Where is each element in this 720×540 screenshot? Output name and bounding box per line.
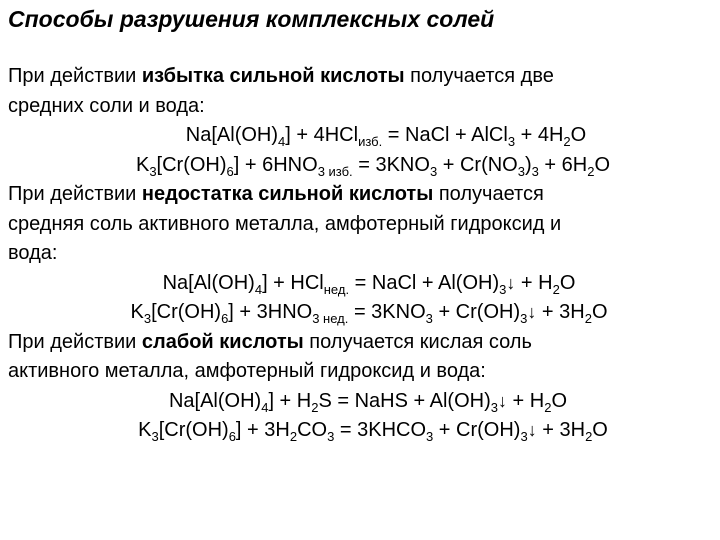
eq4-part: [Cr(OH) (151, 301, 222, 323)
eq3-part: ] + HCl (262, 271, 324, 294)
eq6-subscript: 3 (520, 429, 528, 444)
eq2-subscript: 3 (531, 163, 539, 179)
eq2-part: ] + 6HNO (233, 153, 318, 176)
equation-3 (8, 269, 708, 299)
paragraph-2-line-3: вода: (8, 242, 58, 264)
eq6-subscript: 3 (327, 429, 335, 444)
eq2-part: O (594, 153, 611, 176)
eq4-part: + 3H (536, 301, 585, 323)
precipitate-arrow-icon: ↓ (527, 420, 537, 440)
paragraph-1-line-2: средних соли и вода: (8, 94, 205, 117)
eq3-subscript: 3 (499, 281, 507, 297)
eq5-subscript: 2 (544, 399, 552, 415)
eq2-part: + 6H (538, 153, 588, 176)
eq4-part: = 3KNO (348, 301, 426, 323)
eq2-subscript: 6 (226, 163, 234, 179)
eq1-subscript: изб. (358, 134, 383, 149)
eq3-subscript: 2 (552, 281, 560, 297)
eq6-part: + 3H (536, 419, 586, 441)
eq1-subscript: 3 (507, 134, 516, 149)
paragraph-3-post: получается кислая соль (303, 330, 532, 353)
paragraph-1-post: получается две (404, 65, 554, 87)
equation-4 (8, 298, 708, 328)
eq5-part: S = NaHS + Al(OH) (318, 389, 491, 412)
eq1-subscript: 4 (278, 134, 286, 149)
eq2-subscript: 3 (149, 163, 157, 179)
eq6-subscript: 6 (228, 429, 236, 444)
paragraph-3-pre: При действии (8, 330, 142, 353)
eq3-part: Na[Al(OH) (162, 271, 255, 294)
eq5-subscript: 4 (261, 399, 269, 415)
eq6-part: K (138, 419, 152, 441)
eq4-subscript: 3 (425, 311, 433, 326)
paragraph-2-line-2: средняя соль активного металла, амфотерный гидроксид и (8, 212, 562, 235)
eq5-subscript: 2 (311, 399, 319, 415)
eq4-subscript: 3 (143, 311, 152, 326)
eq5-part: + H (506, 389, 545, 412)
eq2-subscript: 3 изб. (317, 163, 353, 179)
eq6-part: ] + 3H (235, 419, 290, 441)
eq6-part: CO (297, 419, 328, 441)
eq6-part: + Cr(OH) (433, 419, 521, 441)
paragraph-1-line-1 (8, 62, 708, 92)
eq4-subscript: 3 (520, 311, 528, 326)
slide-body (8, 62, 708, 446)
equation-2 (8, 151, 708, 181)
eq2-subscript: 3 (517, 163, 525, 179)
eq1-part: + 4H (515, 124, 564, 146)
eq4-subscript: 2 (584, 311, 592, 326)
eq6-subscript: 3 (426, 429, 434, 444)
eq4-subscript: 3 нед. (312, 311, 349, 326)
eq2-part: [Cr(OH) (156, 153, 227, 176)
paragraph-1-pre: При действии (8, 65, 142, 87)
eq6-subscript: 2 (585, 429, 593, 444)
precipitate-arrow-icon: ↓ (506, 272, 516, 293)
eq3-subscript: 4 (254, 281, 263, 297)
eq1-part: = NaCl + AlCl (382, 124, 508, 146)
eq4-subscript: 6 (221, 311, 229, 326)
paragraph-3-bold: слабой кислоты (141, 330, 304, 353)
paragraph-1-bold: избытка сильной кислоты (141, 65, 405, 87)
paragraph-3-line-2: активного металла, амфотерный гидроксид и вода: (8, 360, 486, 382)
eq5-part: Na[Al(OH) (168, 389, 262, 412)
eq5-part: O (551, 389, 568, 412)
eq4-part: + Cr(OH) (432, 301, 521, 323)
eq2-part: + Cr(NO (437, 153, 518, 176)
eq3-part: = NaCl + Al(OH) (349, 271, 500, 294)
eq1-part: Na[Al(OH) (185, 124, 279, 146)
eq5-part: ] + H (268, 389, 312, 412)
paragraph-3-line-1 (8, 328, 708, 358)
eq4-part: K (130, 301, 144, 323)
eq1-part: ] + 4HCl (285, 124, 359, 146)
eq4-part: ] + 3HNO (228, 301, 313, 323)
eq5-subscript: 3 (490, 399, 498, 415)
eq2-subscript: 3 (429, 163, 438, 179)
paragraph-2-bold: недостатка сильной кислоты (141, 183, 434, 205)
eq2-part: ) (524, 153, 532, 176)
eq6-subscript: 3 (151, 429, 159, 444)
eq4-part: O (591, 301, 608, 323)
eq3-subscript: нед. (323, 281, 350, 297)
eq2-part: = 3KNO (352, 153, 430, 176)
eq6-subscript: 2 (289, 429, 298, 444)
eq6-part: = 3KHCO (334, 419, 427, 441)
equation-5 (8, 387, 708, 417)
eq6-part: O (592, 419, 608, 441)
eq3-part: O (559, 271, 576, 294)
slide-title: Способы разрушения комплексных солей (8, 6, 495, 32)
paragraph-2-pre: При действии (8, 183, 142, 205)
eq1-subscript: 2 (563, 134, 571, 149)
paragraph-2-line-1 (8, 180, 708, 210)
eq1-part: O (570, 124, 587, 146)
eq2-part: K (135, 153, 150, 176)
eq6-part: [Cr(OH) (158, 419, 229, 441)
precipitate-arrow-icon: ↓ (497, 390, 507, 411)
equation-1 (8, 121, 708, 151)
equation-6 (8, 416, 708, 446)
eq3-part: + H (515, 271, 553, 294)
eq2-subscript: 2 (587, 163, 595, 179)
paragraph-2-post: получается (433, 183, 544, 205)
precipitate-arrow-icon: ↓ (527, 302, 537, 322)
